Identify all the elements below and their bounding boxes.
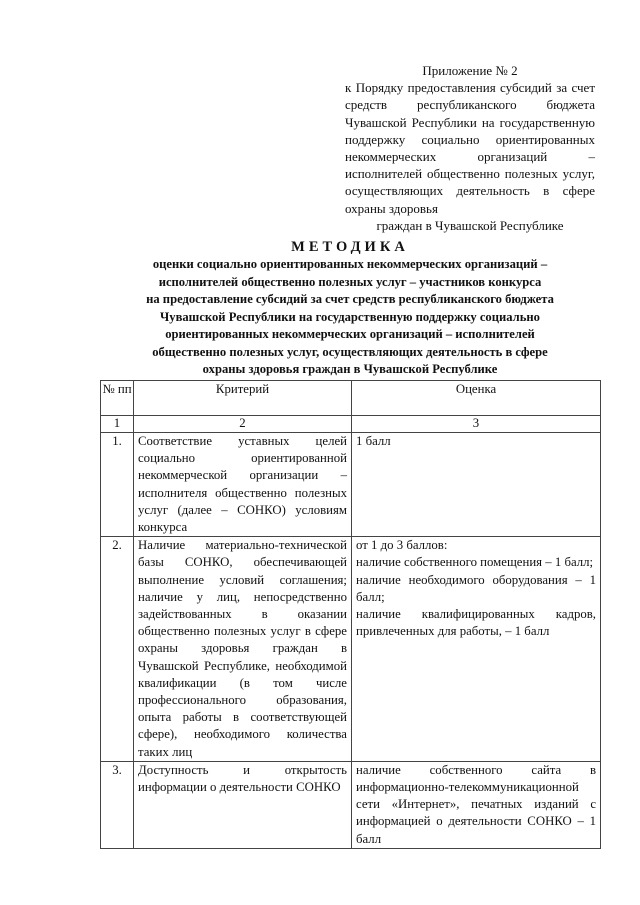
row-score	[352, 761, 601, 848]
row-score	[352, 537, 601, 762]
appendix-body: к Порядку предоставления субсидий за счет средств республиканского бюджета Чувашской Республики на государственную поддержку социально ориентированных некоммерческих организаций – исполнителей общественно полезных услуг, осуществляющих деятельность в сфере охраны здоровья	[345, 80, 595, 216]
row-number: 1.	[101, 433, 134, 537]
appendix-title: Приложение № 2	[422, 63, 518, 78]
row-criterion: Наличие материально-технической базы СОНКО, обеспечивающей выполнение условий соглашения; наличие у лиц, непосредственно задействованных в оказании общественно полезных услуг в сфере охраны здоровья граждан в Чувашской Республике, необходимой квалификации (в том числе профессионального образования, опыта работы в соответствующей сфере), необходимого количества таких лиц	[134, 537, 352, 762]
heading-line: ориентированных некоммерческих организаций – исполнителей	[165, 327, 535, 341]
criteria-table	[100, 380, 601, 849]
appendix-note	[345, 62, 595, 234]
row-number: 3.	[101, 761, 134, 848]
row-score	[352, 433, 601, 537]
document-title: МЕТОДИКА	[291, 239, 409, 255]
heading-line: охраны здоровья граждан в Чувашской Республике	[202, 362, 498, 376]
document-heading	[100, 238, 600, 379]
heading-line: на предоставление субсидий за счет средств республиканского бюджета	[146, 292, 554, 306]
column-number: 3	[352, 416, 601, 433]
heading-line: исполнителей общественно полезных услуг – участников конкурса	[158, 274, 542, 289]
heading-line: оценки социально ориентированных некоммерческих организаций –	[152, 257, 548, 271]
score-line: наличие собственного сайта в информационно-телекоммуникационной сети «Интернет», печатных изданий с информацией о деятельности СОНКО – 1 балл	[356, 762, 596, 846]
row-number: 2.	[101, 537, 134, 762]
table-header-row	[101, 381, 601, 416]
header-score: Оценка	[352, 381, 601, 416]
table-row	[101, 433, 601, 537]
appendix-body-last-line: граждан в Чувашской Республике	[376, 217, 564, 233]
score-line: наличие квалифицированных кадров, привлеченных для работы, – 1 балл	[356, 607, 596, 639]
table-row	[101, 761, 601, 848]
score-line: 1 балл	[356, 434, 391, 448]
header-number: № пп	[101, 381, 134, 416]
score-line: наличие необходимого оборудования – 1 балл;	[356, 572, 596, 604]
score-line: от 1 до 3 баллов:	[356, 538, 448, 553]
column-number: 1	[101, 416, 134, 433]
score-line: наличие собственного помещения – 1 балл;	[356, 555, 594, 570]
header-criterion: Критерий	[134, 381, 352, 416]
heading-line: Чувашской Республики на государственную поддержку социально	[160, 309, 540, 324]
heading-line: общественно полезных услуг, осуществляющих деятельность в сфере	[152, 344, 548, 359]
row-criterion: Соответствие уставных целей социально ориентированной некоммерческой организации – исполнителя общественно полезных услуг (далее – СОНКО) условиям конкурса	[134, 433, 352, 537]
table-row	[101, 537, 601, 762]
row-criterion: Доступность и открытость информации о деятельности СОНКО	[134, 761, 352, 848]
column-number: 2	[134, 416, 352, 433]
column-numbers-row	[101, 416, 601, 433]
